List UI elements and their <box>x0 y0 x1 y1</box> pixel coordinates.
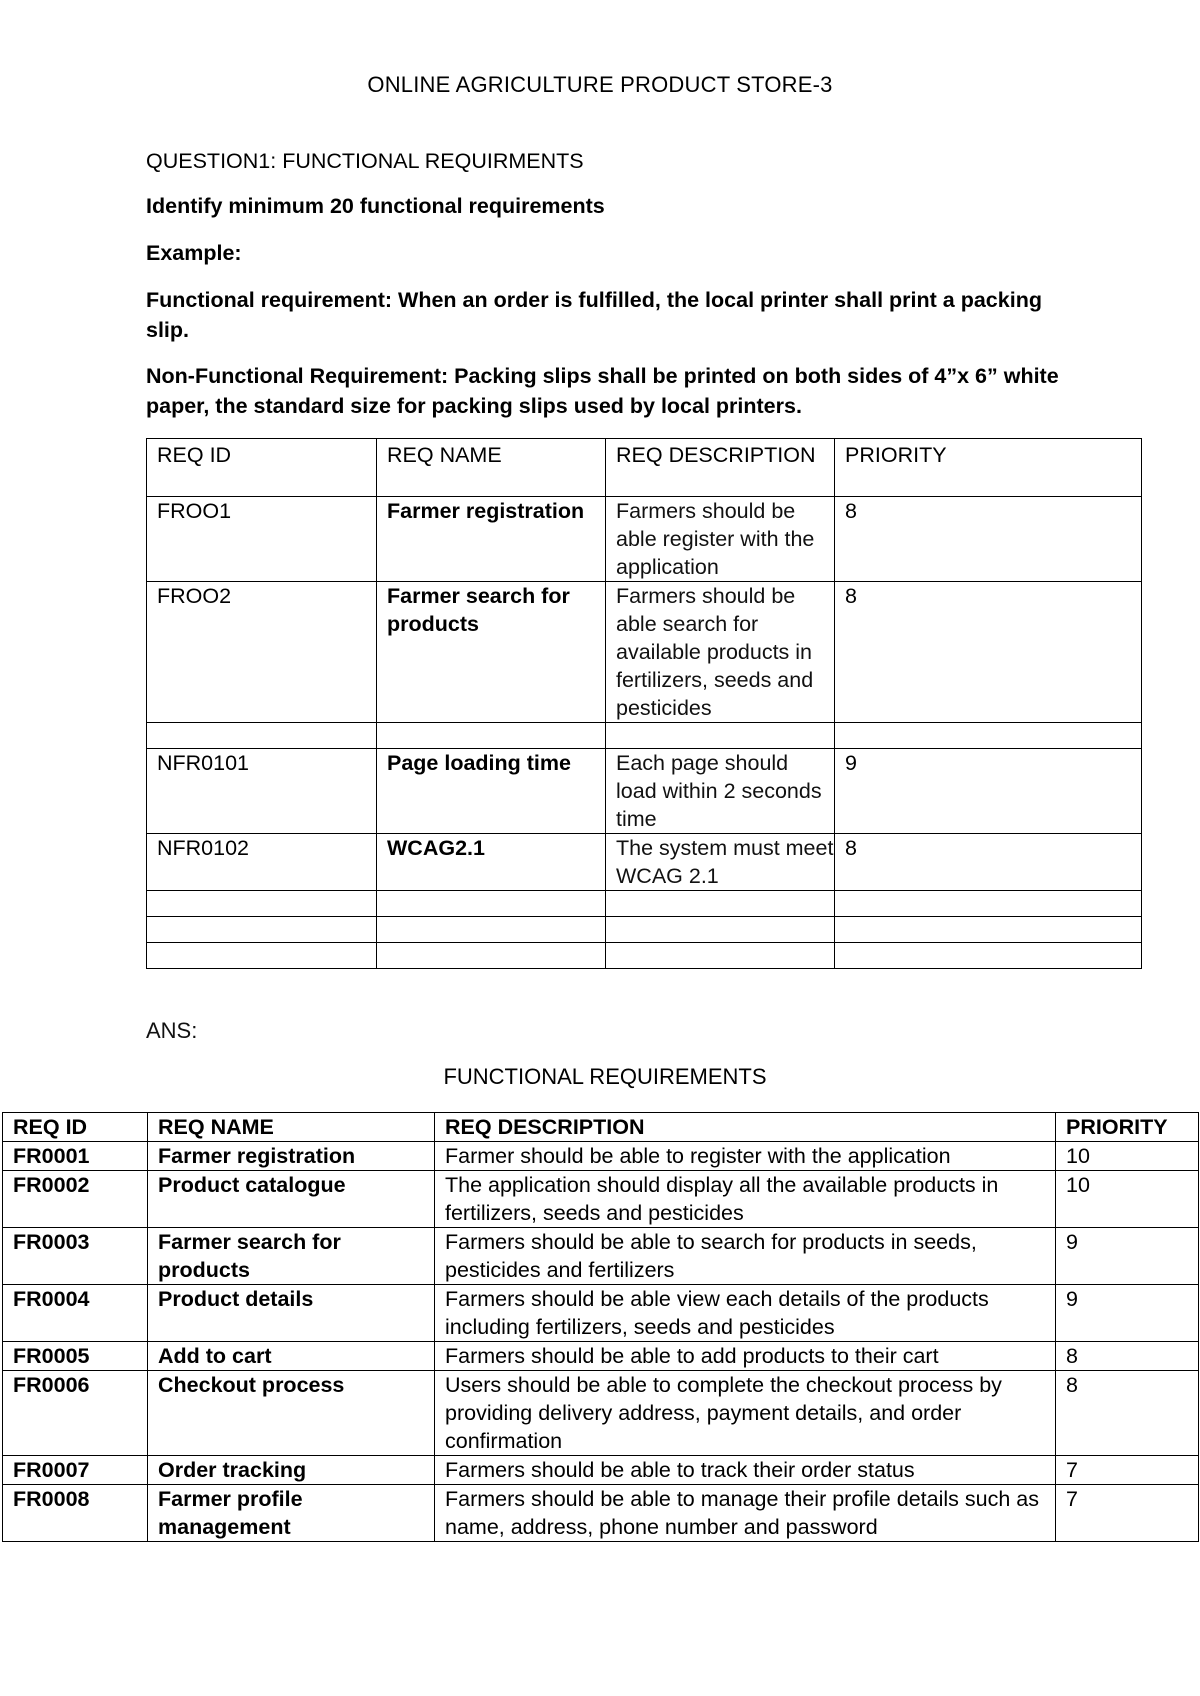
table-row-empty <box>147 891 1142 917</box>
table-row <box>147 497 1142 582</box>
example-label: Example: <box>146 241 242 265</box>
cell-req-id: FR0008 <box>3 1485 148 1542</box>
header-req-name: REQ NAME <box>377 439 606 497</box>
header-req-description: REQ DESCRIPTION <box>606 439 835 497</box>
nonfunctional-example: Non-Functional Requirement: Packing slips shall be printed on both sides of 4”x 6” white paper, the standard size for packing slips used by local printers. <box>146 364 1059 418</box>
cell-priority: 9 <box>835 749 1142 834</box>
cell-req-name: Checkout process <box>148 1371 435 1456</box>
table-row <box>3 1371 1199 1456</box>
empty-cell <box>835 943 1142 969</box>
cell-req-name: Farmer search for products <box>148 1228 435 1285</box>
table-row-empty <box>147 917 1142 943</box>
empty-cell <box>606 943 835 969</box>
cell-priority: 8 <box>835 582 1142 723</box>
header-priority: PRIORITY <box>835 439 1142 497</box>
cell-req-description: Farmers should be able to search for products in seeds, pesticides and fertilizers <box>435 1228 1056 1285</box>
functional-requirements-table <box>2 1112 1199 1542</box>
question-heading: QUESTION1: FUNCTIONAL REQUIRMENTS <box>146 149 584 173</box>
cell-req-description: The application should display all the available products in fertilizers, seeds and pesticides <box>435 1171 1056 1228</box>
table-row <box>3 1285 1199 1342</box>
cell-req-name: Product details <box>148 1285 435 1342</box>
cell-req-description: Users should be able to complete the checkout process by providing delivery address, payment details, and order confirmation <box>435 1371 1056 1456</box>
empty-cell <box>606 891 835 917</box>
table-row <box>3 1171 1199 1228</box>
cell-req-description: Farmers should be able search for available products in fertilizers, seeds and pesticides <box>606 582 835 723</box>
table-row-empty <box>147 943 1142 969</box>
table-row <box>3 1485 1199 1542</box>
answer-label: ANS: <box>146 1018 198 1043</box>
cell-req-id: FROO1 <box>147 497 377 582</box>
cell-req-id: FR0005 <box>3 1342 148 1371</box>
cell-req-id: FR0004 <box>3 1285 148 1342</box>
header-req-id: REQ ID <box>3 1113 148 1142</box>
table-row <box>3 1342 1199 1371</box>
cell-req-description: Farmers should be able to add products to their cart <box>435 1342 1056 1371</box>
table-header-row <box>3 1113 1199 1142</box>
cell-req-description: Farmers should be able register with the application <box>606 497 835 582</box>
example-requirements-table <box>146 438 1142 969</box>
cell-priority: 8 <box>1056 1371 1199 1456</box>
empty-cell <box>147 917 377 943</box>
header-priority: PRIORITY <box>1056 1113 1199 1142</box>
cell-req-id: FR0006 <box>3 1371 148 1456</box>
cell-req-name: Page loading time <box>377 749 606 834</box>
cell-req-description: The system must meet WCAG 2.1 <box>606 834 835 891</box>
empty-cell <box>147 723 377 749</box>
header-req-id: REQ ID <box>147 439 377 497</box>
table-row <box>3 1142 1199 1171</box>
table-row-empty <box>147 723 1142 749</box>
functional-requirements-title: FUNCTIONAL REQUIREMENTS <box>443 1064 767 1089</box>
empty-cell <box>606 917 835 943</box>
functional-example: Functional requirement: When an order is fulfilled, the local printer shall print a packing slip. <box>146 288 1042 342</box>
empty-cell <box>147 943 377 969</box>
cell-req-name: Farmer profile management <box>148 1485 435 1542</box>
cell-req-id: NFR0101 <box>147 749 377 834</box>
empty-cell <box>147 891 377 917</box>
cell-priority: 8 <box>835 834 1142 891</box>
cell-priority: 9 <box>1056 1285 1199 1342</box>
cell-req-id: FR0002 <box>3 1171 148 1228</box>
cell-req-id: FR0001 <box>3 1142 148 1171</box>
cell-priority: 9 <box>1056 1228 1199 1285</box>
cell-req-id: FROO2 <box>147 582 377 723</box>
cell-priority: 7 <box>1056 1456 1199 1485</box>
empty-cell <box>377 723 606 749</box>
empty-cell <box>377 943 606 969</box>
cell-req-name: Order tracking <box>148 1456 435 1485</box>
empty-cell <box>377 917 606 943</box>
cell-req-id: NFR0102 <box>147 834 377 891</box>
table-row <box>3 1456 1199 1485</box>
cell-req-description: Farmer should be able to register with the application <box>435 1142 1056 1171</box>
page-title: ONLINE AGRICULTURE PRODUCT STORE-3 <box>367 72 833 97</box>
cell-req-id: FR0007 <box>3 1456 148 1485</box>
cell-priority: 7 <box>1056 1485 1199 1542</box>
table-row <box>3 1228 1199 1285</box>
table-row <box>147 582 1142 723</box>
cell-priority: 10 <box>1056 1171 1199 1228</box>
cell-req-description: Each page should load within 2 seconds time <box>606 749 835 834</box>
cell-req-name: Farmer search for products <box>377 582 606 723</box>
cell-priority: 8 <box>1056 1342 1199 1371</box>
cell-req-name: WCAG2.1 <box>377 834 606 891</box>
empty-cell <box>835 891 1142 917</box>
cell-priority: 8 <box>835 497 1142 582</box>
table-row <box>147 834 1142 891</box>
header-req-description: REQ DESCRIPTION <box>435 1113 1056 1142</box>
header-req-name: REQ NAME <box>148 1113 435 1142</box>
empty-cell <box>377 891 606 917</box>
cell-priority: 10 <box>1056 1142 1199 1171</box>
cell-req-name: Product catalogue <box>148 1171 435 1228</box>
cell-req-name: Add to cart <box>148 1342 435 1371</box>
cell-req-id: FR0003 <box>3 1228 148 1285</box>
cell-req-description: Farmers should be able view each details of the products including fertilizers, seeds and pesticides <box>435 1285 1056 1342</box>
empty-cell <box>835 917 1142 943</box>
cell-req-description: Farmers should be able to manage their profile details such as name, address, phone number and password <box>435 1485 1056 1542</box>
empty-cell <box>835 723 1142 749</box>
cell-req-name: Farmer registration <box>377 497 606 582</box>
cell-req-description: Farmers should be able to track their order status <box>435 1456 1056 1485</box>
table-header-row <box>147 439 1142 497</box>
cell-req-name: Farmer registration <box>148 1142 435 1171</box>
table-row <box>147 749 1142 834</box>
instruction-text: Identify minimum 20 functional requirements <box>146 194 605 218</box>
empty-cell <box>606 723 835 749</box>
